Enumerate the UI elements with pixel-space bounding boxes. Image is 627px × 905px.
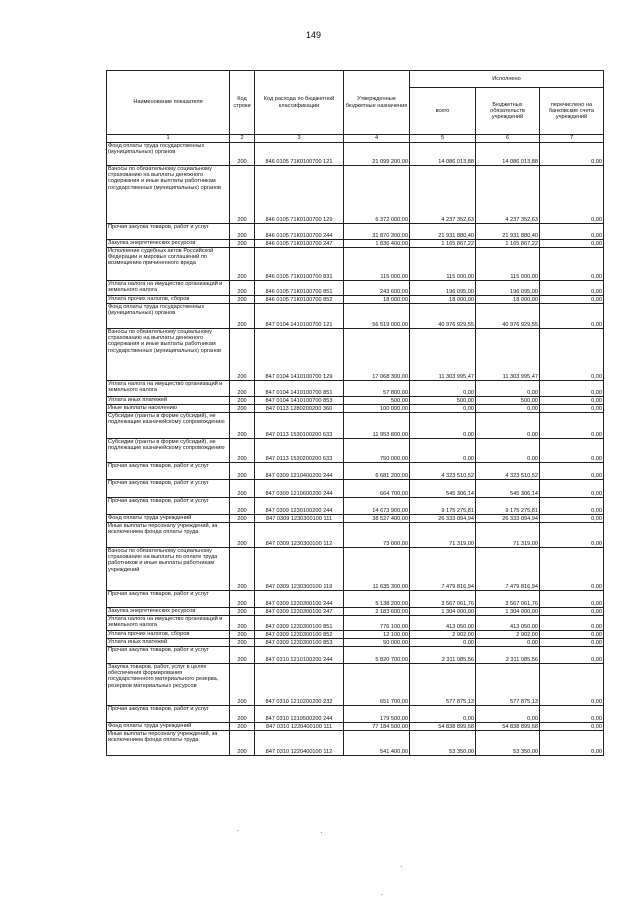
- row-total: 9 175 275,81: [410, 498, 476, 515]
- table-body: [107, 143, 604, 756]
- row-total: 577 875,13: [410, 664, 476, 706]
- row-code: 200: [230, 439, 255, 463]
- row-name: Уплата иных платежей: [107, 397, 230, 405]
- row-transferred: 0,00: [540, 616, 604, 631]
- row-budget-obligations: 1 304 000,00: [476, 608, 540, 616]
- row-code: 200: [230, 413, 255, 439]
- row-approved: 2 183 600,00: [344, 608, 410, 616]
- row-approved: 14 673 900,00: [344, 498, 410, 515]
- column-number: 3: [255, 135, 344, 143]
- row-name: Уплата прочих налогов, сборов: [107, 296, 230, 304]
- row-kbk: 847 0309 1230300100 247: [255, 608, 344, 616]
- row-name: Уплата налога на имущество организаций и земельного налога: [107, 616, 230, 631]
- row-approved: 17 068 300,00: [344, 329, 410, 381]
- row-name: Субсидии (гранты в форме субсидий), не подлежащие казначейскому сопровождению: [107, 439, 230, 463]
- row-transferred: 0,00: [540, 731, 604, 756]
- table-row: [107, 548, 604, 591]
- table-row: [107, 240, 604, 248]
- row-budget-obligations: 54 838 899,68: [476, 723, 540, 731]
- row-code: 200: [230, 143, 255, 166]
- row-code: 200: [230, 166, 255, 224]
- column-number: 4: [344, 135, 410, 143]
- row-kbk: 847 0310 1220400100 112: [255, 731, 344, 756]
- row-budget-obligations: 53 350,00: [476, 731, 540, 756]
- row-name: Уплата налога на имущество организаций и земельного налога: [107, 281, 230, 296]
- row-approved: 21 099 200,00: [344, 143, 410, 166]
- row-approved: 651 700,00: [344, 664, 410, 706]
- row-kbk: 846 0105 71К0100700 831: [255, 248, 344, 281]
- row-budget-obligations: 1 165 867,22: [476, 240, 540, 248]
- row-total: 7 479 816,94: [410, 548, 476, 591]
- row-total: 0,00: [410, 639, 476, 647]
- row-name: Закупка энергетических ресурсов: [107, 608, 230, 616]
- row-budget-obligations: 2 902,00: [476, 631, 540, 639]
- row-code: 200: [230, 381, 255, 397]
- table-row: [107, 281, 604, 296]
- row-name: Фонд оплаты труда государственных (муниципальных) органов: [107, 304, 230, 329]
- row-name: Фонд оплаты труда учреждений: [107, 723, 230, 731]
- row-transferred: 0,00: [540, 548, 604, 591]
- row-kbk: 847 0309 1230300100 852: [255, 631, 344, 639]
- row-transferred: 0,00: [540, 706, 604, 723]
- row-name: Прочая закупка товаров, работ и услуг: [107, 706, 230, 723]
- row-budget-obligations: 196 095,00: [476, 281, 540, 296]
- table-row: [107, 405, 604, 413]
- row-transferred: 0,00: [540, 439, 604, 463]
- column-number: 5: [410, 135, 476, 143]
- row-total: 3 567 061,76: [410, 591, 476, 608]
- table-row: [107, 731, 604, 756]
- row-name: Взносы по обязательному социальному страхованию на выплаты денежного содержания и иные выплаты работникам государственных (муниципальных) органов: [107, 329, 230, 381]
- column-number: 6: [476, 135, 540, 143]
- row-code: 200: [230, 240, 255, 248]
- row-total: 18 000,00: [410, 296, 476, 304]
- row-approved: 750 000,00: [344, 439, 410, 463]
- header-name: Наименование показателя: [107, 71, 230, 135]
- header-transferred: перечислено на банковские счета учреждений: [540, 88, 604, 135]
- budget-execution-table: [106, 70, 604, 756]
- row-code: 200: [230, 631, 255, 639]
- row-total: 26 333 094,94: [410, 515, 476, 523]
- table-row: [107, 723, 604, 731]
- row-total: 14 086 013,88: [410, 143, 476, 166]
- row-total: 0,00: [410, 381, 476, 397]
- row-budget-obligations: 9 175 275,81: [476, 498, 540, 515]
- row-approved: 5 138 200,00: [344, 591, 410, 608]
- table-row: [107, 706, 604, 723]
- row-total: 196 095,00: [410, 281, 476, 296]
- row-approved: 57 800,00: [344, 381, 410, 397]
- row-transferred: 0,00: [540, 405, 604, 413]
- row-kbk: 847 0309 1230300100 111: [255, 515, 344, 523]
- row-kbk: 847 0113 1530100200 633: [255, 413, 344, 439]
- table-row: [107, 498, 604, 515]
- row-budget-obligations: 0,00: [476, 706, 540, 723]
- row-budget-obligations: 545 306,14: [476, 480, 540, 498]
- row-kbk: 847 0309 1230100200 244: [255, 498, 344, 515]
- table-row: [107, 647, 604, 664]
- row-code: 200: [230, 296, 255, 304]
- row-approved: 73 000,00: [344, 523, 410, 548]
- row-kbk: 847 0104 1410100700 851: [255, 381, 344, 397]
- row-kbk: 847 0310 1220400100 111: [255, 723, 344, 731]
- scan-speck: ·: [236, 826, 239, 835]
- row-code: 200: [230, 731, 255, 756]
- row-total: 2 902,00: [410, 631, 476, 639]
- row-name: Взносы по обязательному социальному страхованию на выплаты денежного содержания и иные выплаты работникам государственных (муниципальных) органов: [107, 166, 230, 224]
- row-transferred: 0,00: [540, 281, 604, 296]
- row-code: 200: [230, 647, 255, 664]
- row-approved: 5 820 700,00: [344, 647, 410, 664]
- row-transferred: 0,00: [540, 639, 604, 647]
- row-code: 200: [230, 498, 255, 515]
- row-approved: 18 000,00: [344, 296, 410, 304]
- row-total: 40 976 929,55: [410, 304, 476, 329]
- row-total: 1 304 000,00: [410, 608, 476, 616]
- row-total: 0,00: [410, 439, 476, 463]
- row-kbk: 847 0310 1210500200 244: [255, 706, 344, 723]
- row-total: 545 306,14: [410, 480, 476, 498]
- row-name: Фонд оплаты труда государственных (муниципальных) органов: [107, 143, 230, 166]
- row-kbk: 847 0309 1230300100 853: [255, 639, 344, 647]
- row-approved: 243 600,00: [344, 281, 410, 296]
- header-code: Код строки: [230, 71, 255, 135]
- row-code: 200: [230, 397, 255, 405]
- row-name: Прочая закупка товаров, работ и услуг: [107, 463, 230, 480]
- row-code: 200: [230, 405, 255, 413]
- row-transferred: 0,00: [540, 413, 604, 439]
- row-code: 200: [230, 463, 255, 480]
- row-transferred: 0,00: [540, 523, 604, 548]
- row-code: 200: [230, 723, 255, 731]
- row-kbk: 846 0105 71К0100700 121: [255, 143, 344, 166]
- row-name: Иные выплаты персоналу учреждений, за исключением фонда оплаты труда: [107, 523, 230, 548]
- row-total: 500,00: [410, 397, 476, 405]
- table-row: [107, 413, 604, 439]
- row-code: 200: [230, 664, 255, 706]
- page-number: 149: [305, 30, 322, 40]
- row-budget-obligations: 3 567 061,76: [476, 591, 540, 608]
- row-total: 4 323 510,52: [410, 463, 476, 480]
- scan-speck: ·: [320, 828, 323, 837]
- row-budget-obligations: 4 237 352,63: [476, 166, 540, 224]
- row-code: 200: [230, 304, 255, 329]
- row-kbk: 846 0105 71К0100700 244: [255, 224, 344, 240]
- column-number: 1: [107, 135, 230, 143]
- row-code: 200: [230, 515, 255, 523]
- row-code: 200: [230, 281, 255, 296]
- row-budget-obligations: 4 323 510,52: [476, 463, 540, 480]
- row-total: 11 303 995,47: [410, 329, 476, 381]
- row-approved: 38 527 400,00: [344, 515, 410, 523]
- row-budget-obligations: 2 311 085,56: [476, 647, 540, 664]
- row-approved: 776 100,00: [344, 616, 410, 631]
- row-name: Уплата налога на имущество организаций и земельного налога: [107, 381, 230, 397]
- table-row: [107, 664, 604, 706]
- table-row: [107, 631, 604, 639]
- table-row: [107, 463, 604, 480]
- row-name: Исполнение судебных актов Российской Федерации и мировых соглашений по возмещению причиненного вреда: [107, 248, 230, 281]
- row-total: 21 931 880,40: [410, 224, 476, 240]
- row-budget-obligations: 0,00: [476, 381, 540, 397]
- row-transferred: 0,00: [540, 591, 604, 608]
- row-code: 200: [230, 548, 255, 591]
- row-approved: 6 372 000,00: [344, 166, 410, 224]
- row-name: Прочая закупка товаров, работ и услуг: [107, 224, 230, 240]
- table-row: [107, 480, 604, 498]
- row-approved: 179 500,00: [344, 706, 410, 723]
- table-row: [107, 591, 604, 608]
- row-kbk: 847 0113 1280200200 360: [255, 405, 344, 413]
- row-kbk: 847 0310 1210100200 244: [255, 647, 344, 664]
- row-budget-obligations: 14 086 013,88: [476, 143, 540, 166]
- header-kbk: Код расхода по бюджетной классификации: [255, 71, 344, 135]
- row-total: 2 311 085,56: [410, 647, 476, 664]
- table-row: [107, 439, 604, 463]
- row-budget-obligations: 40 976 929,55: [476, 304, 540, 329]
- row-name: Иные выплаты населению: [107, 405, 230, 413]
- row-total: 0,00: [410, 413, 476, 439]
- row-transferred: 0,00: [540, 664, 604, 706]
- scan-speck: ·: [380, 890, 383, 899]
- row-kbk: 846 0105 71К0100700 129: [255, 166, 344, 224]
- row-name: Закупка товаров, работ, услуг в целях обеспечения формирования государственного материального резерва, резервов материальных ресурсов: [107, 664, 230, 706]
- row-transferred: 0,00: [540, 647, 604, 664]
- row-budget-obligations: 18 000,00: [476, 296, 540, 304]
- table-row: [107, 329, 604, 381]
- row-budget-obligations: 0,00: [476, 405, 540, 413]
- row-name: Субсидии (гранты в форме субсидий), не подлежащие казначейскому сопровождению: [107, 413, 230, 439]
- table-row: [107, 608, 604, 616]
- row-transferred: 0,00: [540, 608, 604, 616]
- table-row: [107, 515, 604, 523]
- row-transferred: 0,00: [540, 381, 604, 397]
- row-kbk: 847 0104 1410100700 129: [255, 329, 344, 381]
- row-kbk: 847 0113 1530200200 633: [255, 439, 344, 463]
- row-code: 200: [230, 639, 255, 647]
- row-approved: 500,00: [344, 397, 410, 405]
- table-row: [107, 304, 604, 329]
- table-row: [107, 639, 604, 647]
- row-name: Фонд оплаты труда учреждений: [107, 515, 230, 523]
- row-approved: 664 700,00: [344, 480, 410, 498]
- row-transferred: 0,00: [540, 304, 604, 329]
- row-budget-obligations: 0,00: [476, 639, 540, 647]
- table-row: [107, 616, 604, 631]
- table-row: [107, 224, 604, 240]
- table-row: [107, 248, 604, 281]
- row-kbk: 847 0310 1210200200 232: [255, 664, 344, 706]
- row-transferred: 0,00: [540, 480, 604, 498]
- header-budget-obligations: Бюджетных обязательств учреждений: [476, 88, 540, 135]
- row-name: Иные выплаты персоналу учреждений, за исключением фонда оплаты труда: [107, 731, 230, 756]
- row-kbk: 847 0309 1230300100 851: [255, 616, 344, 631]
- row-kbk: 847 0309 1230300100 112: [255, 523, 344, 548]
- row-transferred: 0,00: [540, 224, 604, 240]
- row-code: 200: [230, 523, 255, 548]
- row-budget-obligations: 413 050,00: [476, 616, 540, 631]
- row-budget-obligations: 0,00: [476, 439, 540, 463]
- row-budget-obligations: 71 319,00: [476, 523, 540, 548]
- row-transferred: 0,00: [540, 248, 604, 281]
- row-budget-obligations: 26 333 094,94: [476, 515, 540, 523]
- row-kbk: 846 0105 71К0100700 852: [255, 296, 344, 304]
- row-code: 200: [230, 248, 255, 281]
- row-transferred: 0,00: [540, 166, 604, 224]
- row-approved: 31 870 300,00: [344, 224, 410, 240]
- row-kbk: 847 0104 1410100700 853: [255, 397, 344, 405]
- row-total: 115 000,00: [410, 248, 476, 281]
- row-name: Уплата иных платежей: [107, 639, 230, 647]
- row-total: 53 350,00: [410, 731, 476, 756]
- row-code: 200: [230, 224, 255, 240]
- row-transferred: 0,00: [540, 498, 604, 515]
- row-code: 200: [230, 329, 255, 381]
- row-budget-obligations: 21 931 880,40: [476, 224, 540, 240]
- column-number: 2: [230, 135, 255, 143]
- row-approved: 50 000,00: [344, 639, 410, 647]
- row-transferred: 0,00: [540, 329, 604, 381]
- row-budget-obligations: 577 875,13: [476, 664, 540, 706]
- table-row: [107, 143, 604, 166]
- header-executed: Исполнено: [410, 71, 604, 88]
- row-transferred: 0,00: [540, 463, 604, 480]
- row-kbk: 846 0105 71К0100700 247: [255, 240, 344, 248]
- table-row: [107, 523, 604, 548]
- row-approved: 11 635 300,00: [344, 548, 410, 591]
- row-code: 200: [230, 480, 255, 498]
- row-name: Прочая закупка товаров, работ и услуг: [107, 647, 230, 664]
- column-numbers-row: [107, 135, 604, 143]
- row-budget-obligations: 500,00: [476, 397, 540, 405]
- row-approved: 100 000,00: [344, 405, 410, 413]
- row-transferred: 0,00: [540, 397, 604, 405]
- row-kbk: 847 0309 1230300100 119: [255, 548, 344, 591]
- row-total: 71 319,00: [410, 523, 476, 548]
- row-total: 1 165 867,22: [410, 240, 476, 248]
- row-name: Прочая закупка товаров, работ и услуг: [107, 591, 230, 608]
- row-budget-obligations: 0,00: [476, 413, 540, 439]
- row-total: 0,00: [410, 405, 476, 413]
- row-approved: 6 681 200,00: [344, 463, 410, 480]
- row-budget-obligations: 115 000,00: [476, 248, 540, 281]
- row-name: Закупка энергетических ресурсов: [107, 240, 230, 248]
- row-kbk: 846 0105 71К0100700 851: [255, 281, 344, 296]
- row-approved: 77 184 500,00: [344, 723, 410, 731]
- row-code: 200: [230, 608, 255, 616]
- row-approved: 1 836 400,00: [344, 240, 410, 248]
- row-total: 4 237 352,63: [410, 166, 476, 224]
- header-total: всего: [410, 88, 476, 135]
- row-total: 413 050,00: [410, 616, 476, 631]
- row-kbk: 847 0309 1210400200 244: [255, 463, 344, 480]
- row-transferred: 0,00: [540, 723, 604, 731]
- row-transferred: 0,00: [540, 631, 604, 639]
- row-approved: 541 400,00: [344, 731, 410, 756]
- row-kbk: 847 0104 1410100700 121: [255, 304, 344, 329]
- row-code: 200: [230, 591, 255, 608]
- row-transferred: 0,00: [540, 296, 604, 304]
- row-budget-obligations: 11 303 995,47: [476, 329, 540, 381]
- row-approved: 115 000,00: [344, 248, 410, 281]
- row-transferred: 0,00: [540, 143, 604, 166]
- row-kbk: 847 0309 1210600200 244: [255, 480, 344, 498]
- row-name: Взносы по обязательному социальному страхованию на выплаты по оплате труда работников и иные выплаты работникам учреждений: [107, 548, 230, 591]
- row-kbk: 847 0309 1230300100 244: [255, 591, 344, 608]
- row-approved: 11 953 800,00: [344, 413, 410, 439]
- row-name: Уплата прочих налогов, сборов: [107, 631, 230, 639]
- column-number: 7: [540, 135, 604, 143]
- table-row: [107, 166, 604, 224]
- row-name: Прочая закупка товаров, работ и услуг: [107, 480, 230, 498]
- row-code: 200: [230, 706, 255, 723]
- row-approved: 12 100,00: [344, 631, 410, 639]
- row-code: 200: [230, 616, 255, 631]
- scan-speck: ·: [400, 862, 403, 871]
- table-row: [107, 296, 604, 304]
- row-transferred: 0,00: [540, 515, 604, 523]
- row-approved: 56 519 000,00: [344, 304, 410, 329]
- header-approved: Утвержденные бюджетные назначения: [344, 71, 410, 135]
- row-total: 54 838 899,68: [410, 723, 476, 731]
- row-transferred: 0,00: [540, 240, 604, 248]
- row-budget-obligations: 7 479 816,94: [476, 548, 540, 591]
- table-row: [107, 397, 604, 405]
- row-total: 0,00: [410, 706, 476, 723]
- row-name: Прочая закупка товаров, работ и услуг: [107, 498, 230, 515]
- table-row: [107, 381, 604, 397]
